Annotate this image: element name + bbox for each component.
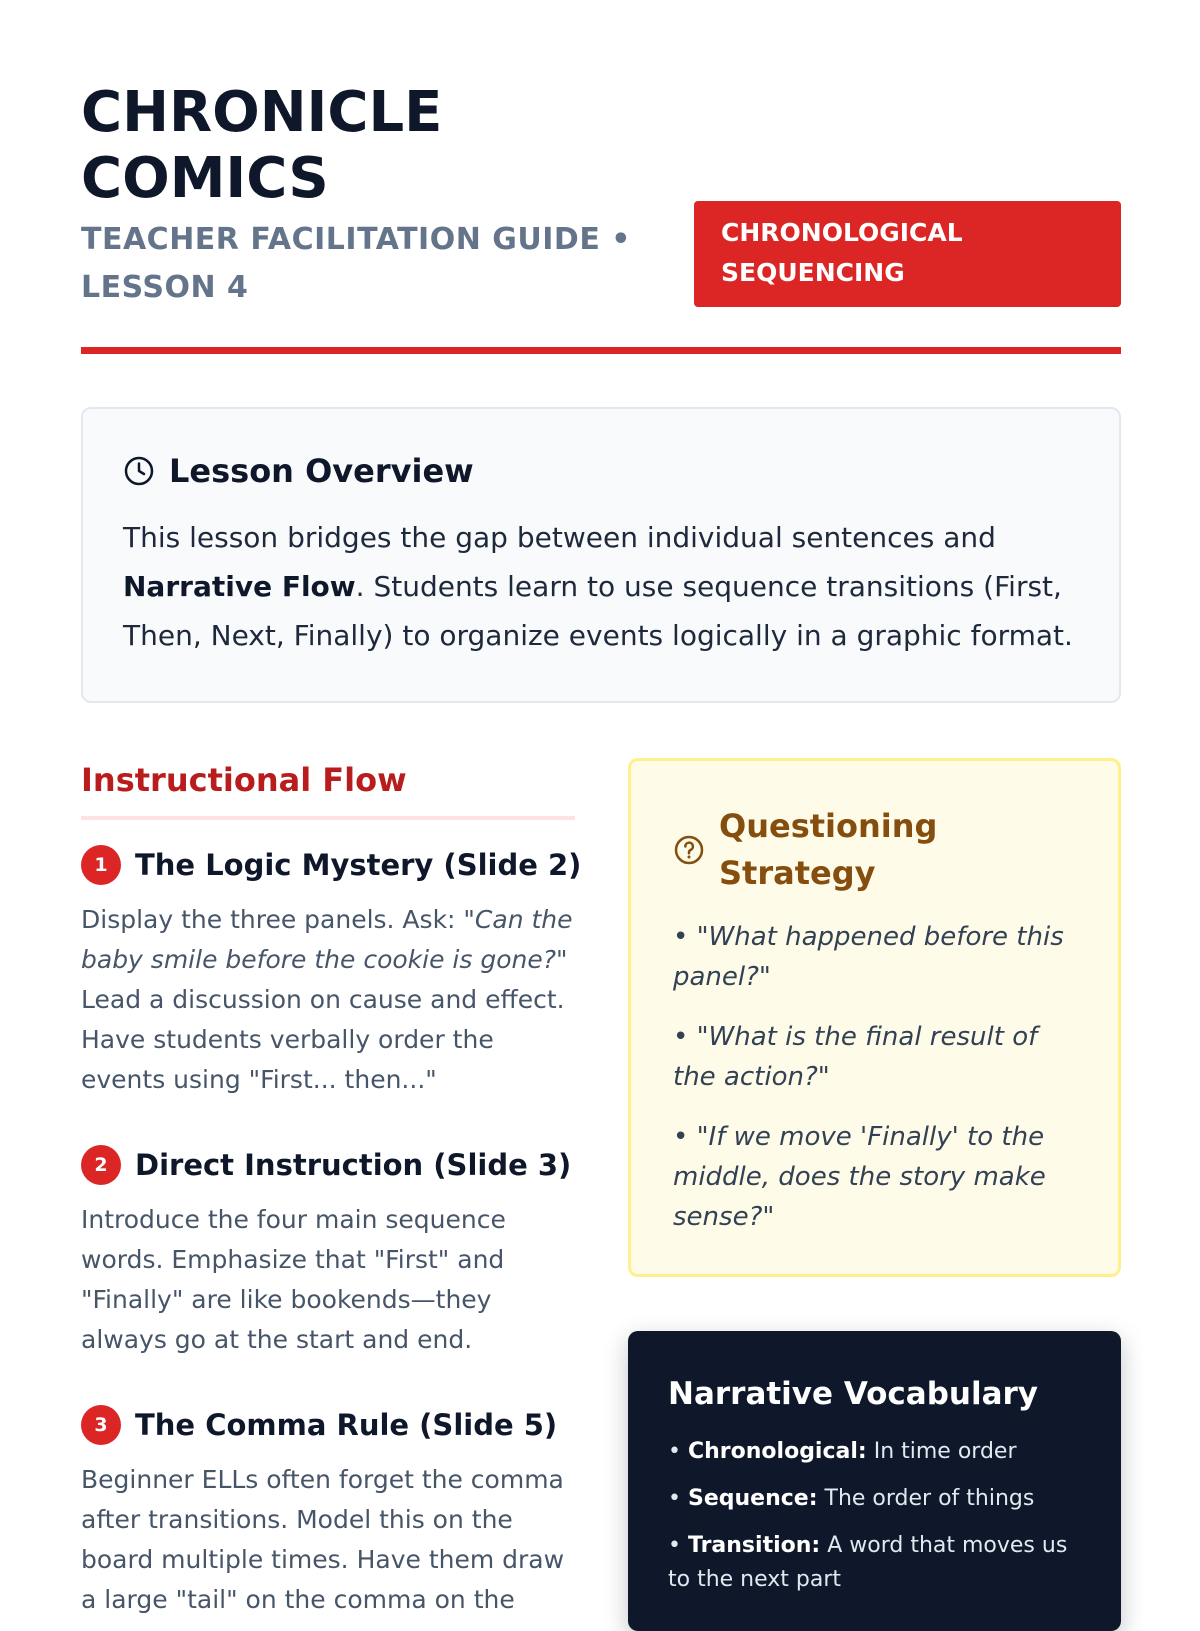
step-description: Beginner ELLs often forget the comma after transitions. Model this on the board multiple times. Have them draw a large "tail" on the comma on the [81, 1465, 565, 1614]
step-header [81, 844, 582, 886]
question-circle-icon [673, 834, 705, 866]
vocabulary-list [668, 1435, 1088, 1610]
vocabulary-definition: In time order [873, 1439, 1017, 1464]
step-header [81, 1404, 575, 1446]
step-title: Direct Instruction (Slide 3) [135, 1148, 572, 1182]
question-item: • "What happened before this panel?" [673, 922, 1064, 992]
step-item [81, 844, 582, 1100]
question-item: • "If we move 'Finally' to the middle, does the story make sense?" [673, 1122, 1046, 1232]
guide-subtitle: TEACHER FACILITATION GUIDE • LESSON 4 [81, 222, 631, 305]
lesson-overview-card [81, 407, 1121, 703]
vocabulary-term: Transition: [687, 1533, 821, 1558]
step-number-badge: 2 [81, 1145, 121, 1185]
guide-page [81, 0, 1121, 1614]
vocabulary-definition: A word that moves us to the next part [668, 1533, 1068, 1592]
step-description: Introduce the four main sequence words. Emphasize that "First" and "Finally" are like bookends—they always go at the start and end. [81, 1205, 506, 1354]
vocabulary-item: • Transition: A word that moves us to the next part [668, 1533, 1068, 1592]
step-header [81, 1144, 575, 1186]
step-description [81, 900, 575, 1100]
step-text: Display the three panels. Ask: [81, 905, 464, 934]
step-number-badge: 1 [81, 845, 121, 885]
vocabulary-title: Narrative Vocabulary [668, 1376, 1039, 1412]
instructional-flow-section [81, 756, 582, 1614]
step-title: The Logic Mystery (Slide 2) [135, 848, 582, 882]
step-quote: "Can the baby smile before the cookie is gone?" [81, 905, 573, 974]
step-number-badge: 3 [81, 1405, 121, 1445]
step-item [81, 1144, 575, 1360]
vocabulary-term: Sequence: [687, 1486, 818, 1511]
overview-text-rest: . Students learn to use sequence transitions (First, Then, Next, Finally) to organize events logically in a graphic format. [123, 570, 1073, 652]
overview-title: Lesson Overview [169, 452, 474, 490]
vocabulary-item: • Chronological: In time order [668, 1439, 1017, 1464]
brand-line-1: CHRONICLE [81, 80, 443, 145]
overview-text-intro: This lesson bridges the gap between individual sentences and [123, 521, 996, 554]
brand-title [81, 80, 641, 212]
question-item: • "What is the final result of the action?" [673, 1022, 1038, 1092]
overview-text-highlight: Narrative Flow [123, 570, 356, 603]
brand-line-2: COMICS [81, 146, 329, 211]
narrative-vocabulary-card [628, 1331, 1121, 1631]
step-title: The Comma Rule (Slide 5) [135, 1408, 558, 1442]
questioning-title: Questioning Strategy [719, 807, 938, 892]
clock-icon [123, 455, 155, 487]
overview-heading [123, 451, 474, 491]
step-text: Lead a discussion on cause and effect. Have students verbally order the events using "First... then..." [81, 985, 565, 1094]
step-item [81, 1404, 575, 1620]
header [81, 80, 1121, 354]
questioning-strategy-card [628, 758, 1121, 1277]
instructional-flow-title: Instructional Flow [81, 756, 575, 820]
header-divider [81, 347, 1121, 354]
topic-badge: CHRONOLOGICAL SEQUENCING [694, 201, 1121, 307]
questioning-heading [673, 803, 1093, 897]
vocabulary-item: • Sequence: The order of things [668, 1486, 1035, 1511]
overview-text [123, 513, 1083, 660]
question-list [673, 917, 1083, 1257]
vocabulary-term: Chronological: [687, 1439, 867, 1464]
vocabulary-definition: The order of things [824, 1486, 1035, 1511]
